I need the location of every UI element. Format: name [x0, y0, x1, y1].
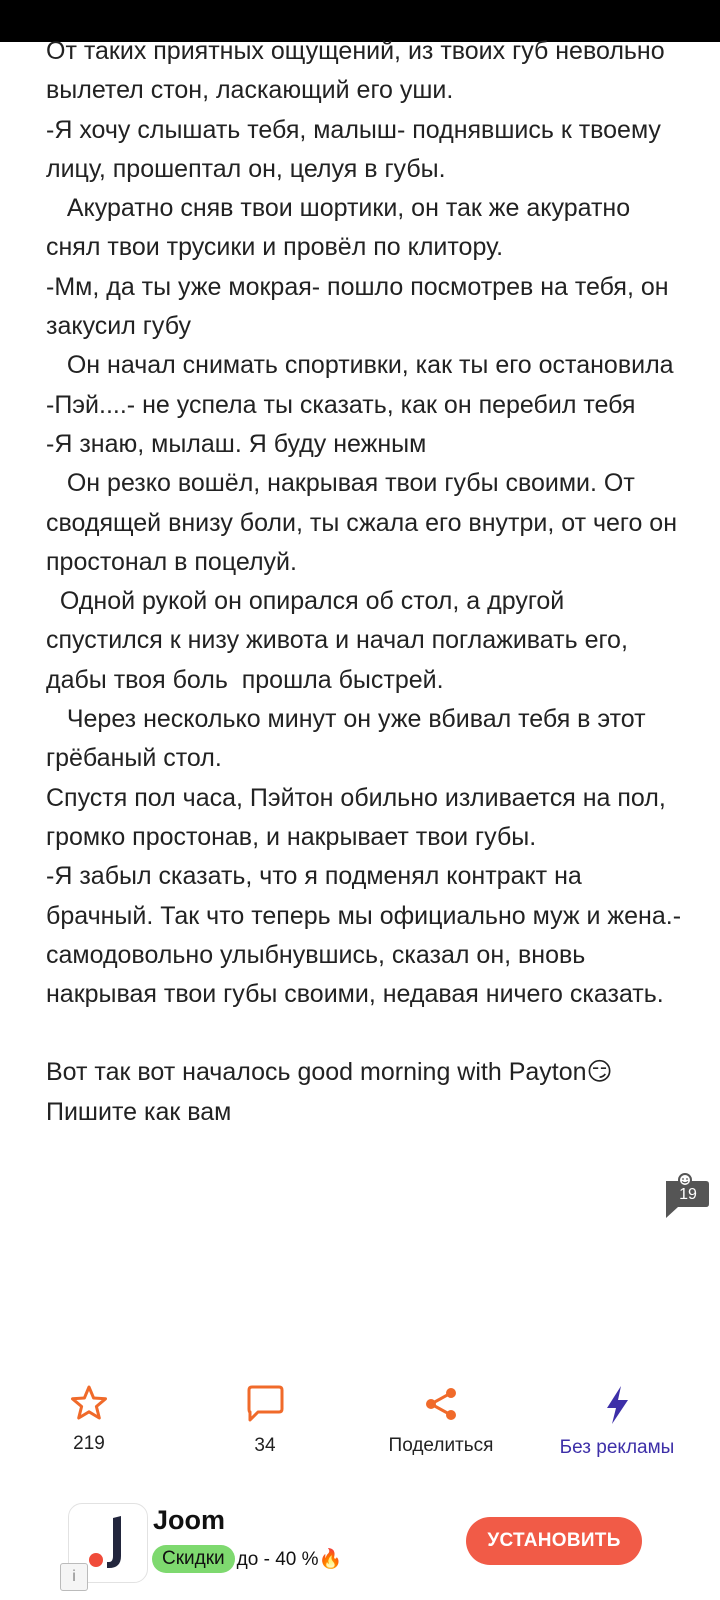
no-ads-button[interactable] [537, 1385, 697, 1459]
inline-comment-bubble[interactable] [660, 1172, 712, 1226]
paragraph-gap [46, 1014, 686, 1053]
story-paragraph: Он начал снимать спортивки, как ты его остановила [46, 351, 674, 380]
inline-comment-count: 19 [679, 1186, 697, 1203]
ad-info-icon[interactable]: i [60, 1563, 88, 1591]
story-closing-line: Пишите как вам [46, 1097, 232, 1126]
story-paragraph: -Мм, да ты уже мокрая- пошло посмотрев на тебя, он закусил губу [46, 272, 676, 341]
story-paragraph: -Пэй....- не успела ты сказать, как он перебил тебя [46, 390, 636, 419]
ad-discount-pill: Скидки [152, 1545, 235, 1573]
story-paragraph: Одной рукой он опирался об стол, а другой спустился к низу живота и начал поглаживать его, дабы твоя боль прошла быстрей. [46, 587, 635, 694]
story-paragraph: Он резко вошёл, накрывая твои губы своими. От сводящей внизу боли, ты сжала его внутри, от чего он простонал в поцелуй. [46, 469, 684, 576]
story-closing-line: Вот так вот началось good morning with Payton😏 [46, 1058, 613, 1087]
ad-tagline [152, 1543, 342, 1575]
share-button[interactable] [361, 1385, 521, 1457]
vote-button[interactable] [9, 1385, 169, 1455]
vote-count: 219 [73, 1433, 105, 1454]
story-paragraph: -Я знаю, мылаш. Я буду нежным [46, 429, 427, 458]
story-paragraph: Через несколько минут он уже вбивал тебя в этот грёбаный стол. [46, 705, 653, 773]
ad-banner[interactable] [0, 1495, 720, 1600]
comment-count: 34 [254, 1435, 276, 1456]
story-paragraph: Спустя пол часа, Пэйтон обильно изливается на пол, громко простонав, и накрывает твои губы. [46, 783, 673, 851]
story-actions-bar [0, 1385, 720, 1465]
lightning-icon [602, 1385, 632, 1425]
install-button[interactable]: УСТАНОВИТЬ [466, 1517, 642, 1565]
story-paragraph: -Я забыл сказать, что я подменял контракт на брачный. Так что теперь мы официально муж и жена.- самодовольно улыбнувшись, сказал он, вновь накрывая твои губы своими, недавая ничего сказать. [46, 862, 688, 1009]
story-paragraph: -Я хочу слышать тебя, малыш- поднявшись к твоему лицу, прошептал он, целуя в губы. [46, 115, 668, 183]
ad-discount-text: до - 40 %🔥 [236, 1549, 343, 1570]
no-ads-label: Без рекламы [559, 1437, 675, 1458]
share-icon [422, 1385, 460, 1423]
ad-app-name: Joom [153, 1505, 226, 1535]
comment-icon [245, 1385, 285, 1423]
star-icon [70, 1385, 108, 1421]
comments-button[interactable] [185, 1385, 345, 1457]
story-paragraph: От таких приятных ощущений, из твоих губ невольно вылетел стон, ласкающий его уши. [46, 37, 672, 105]
story-text [46, 32, 686, 1132]
share-label: Поделиться [388, 1435, 494, 1456]
story-paragraph: Акуратно сняв твои шортики, он так же акуратно снял твои трусики и провёл по клитору. [46, 194, 638, 262]
